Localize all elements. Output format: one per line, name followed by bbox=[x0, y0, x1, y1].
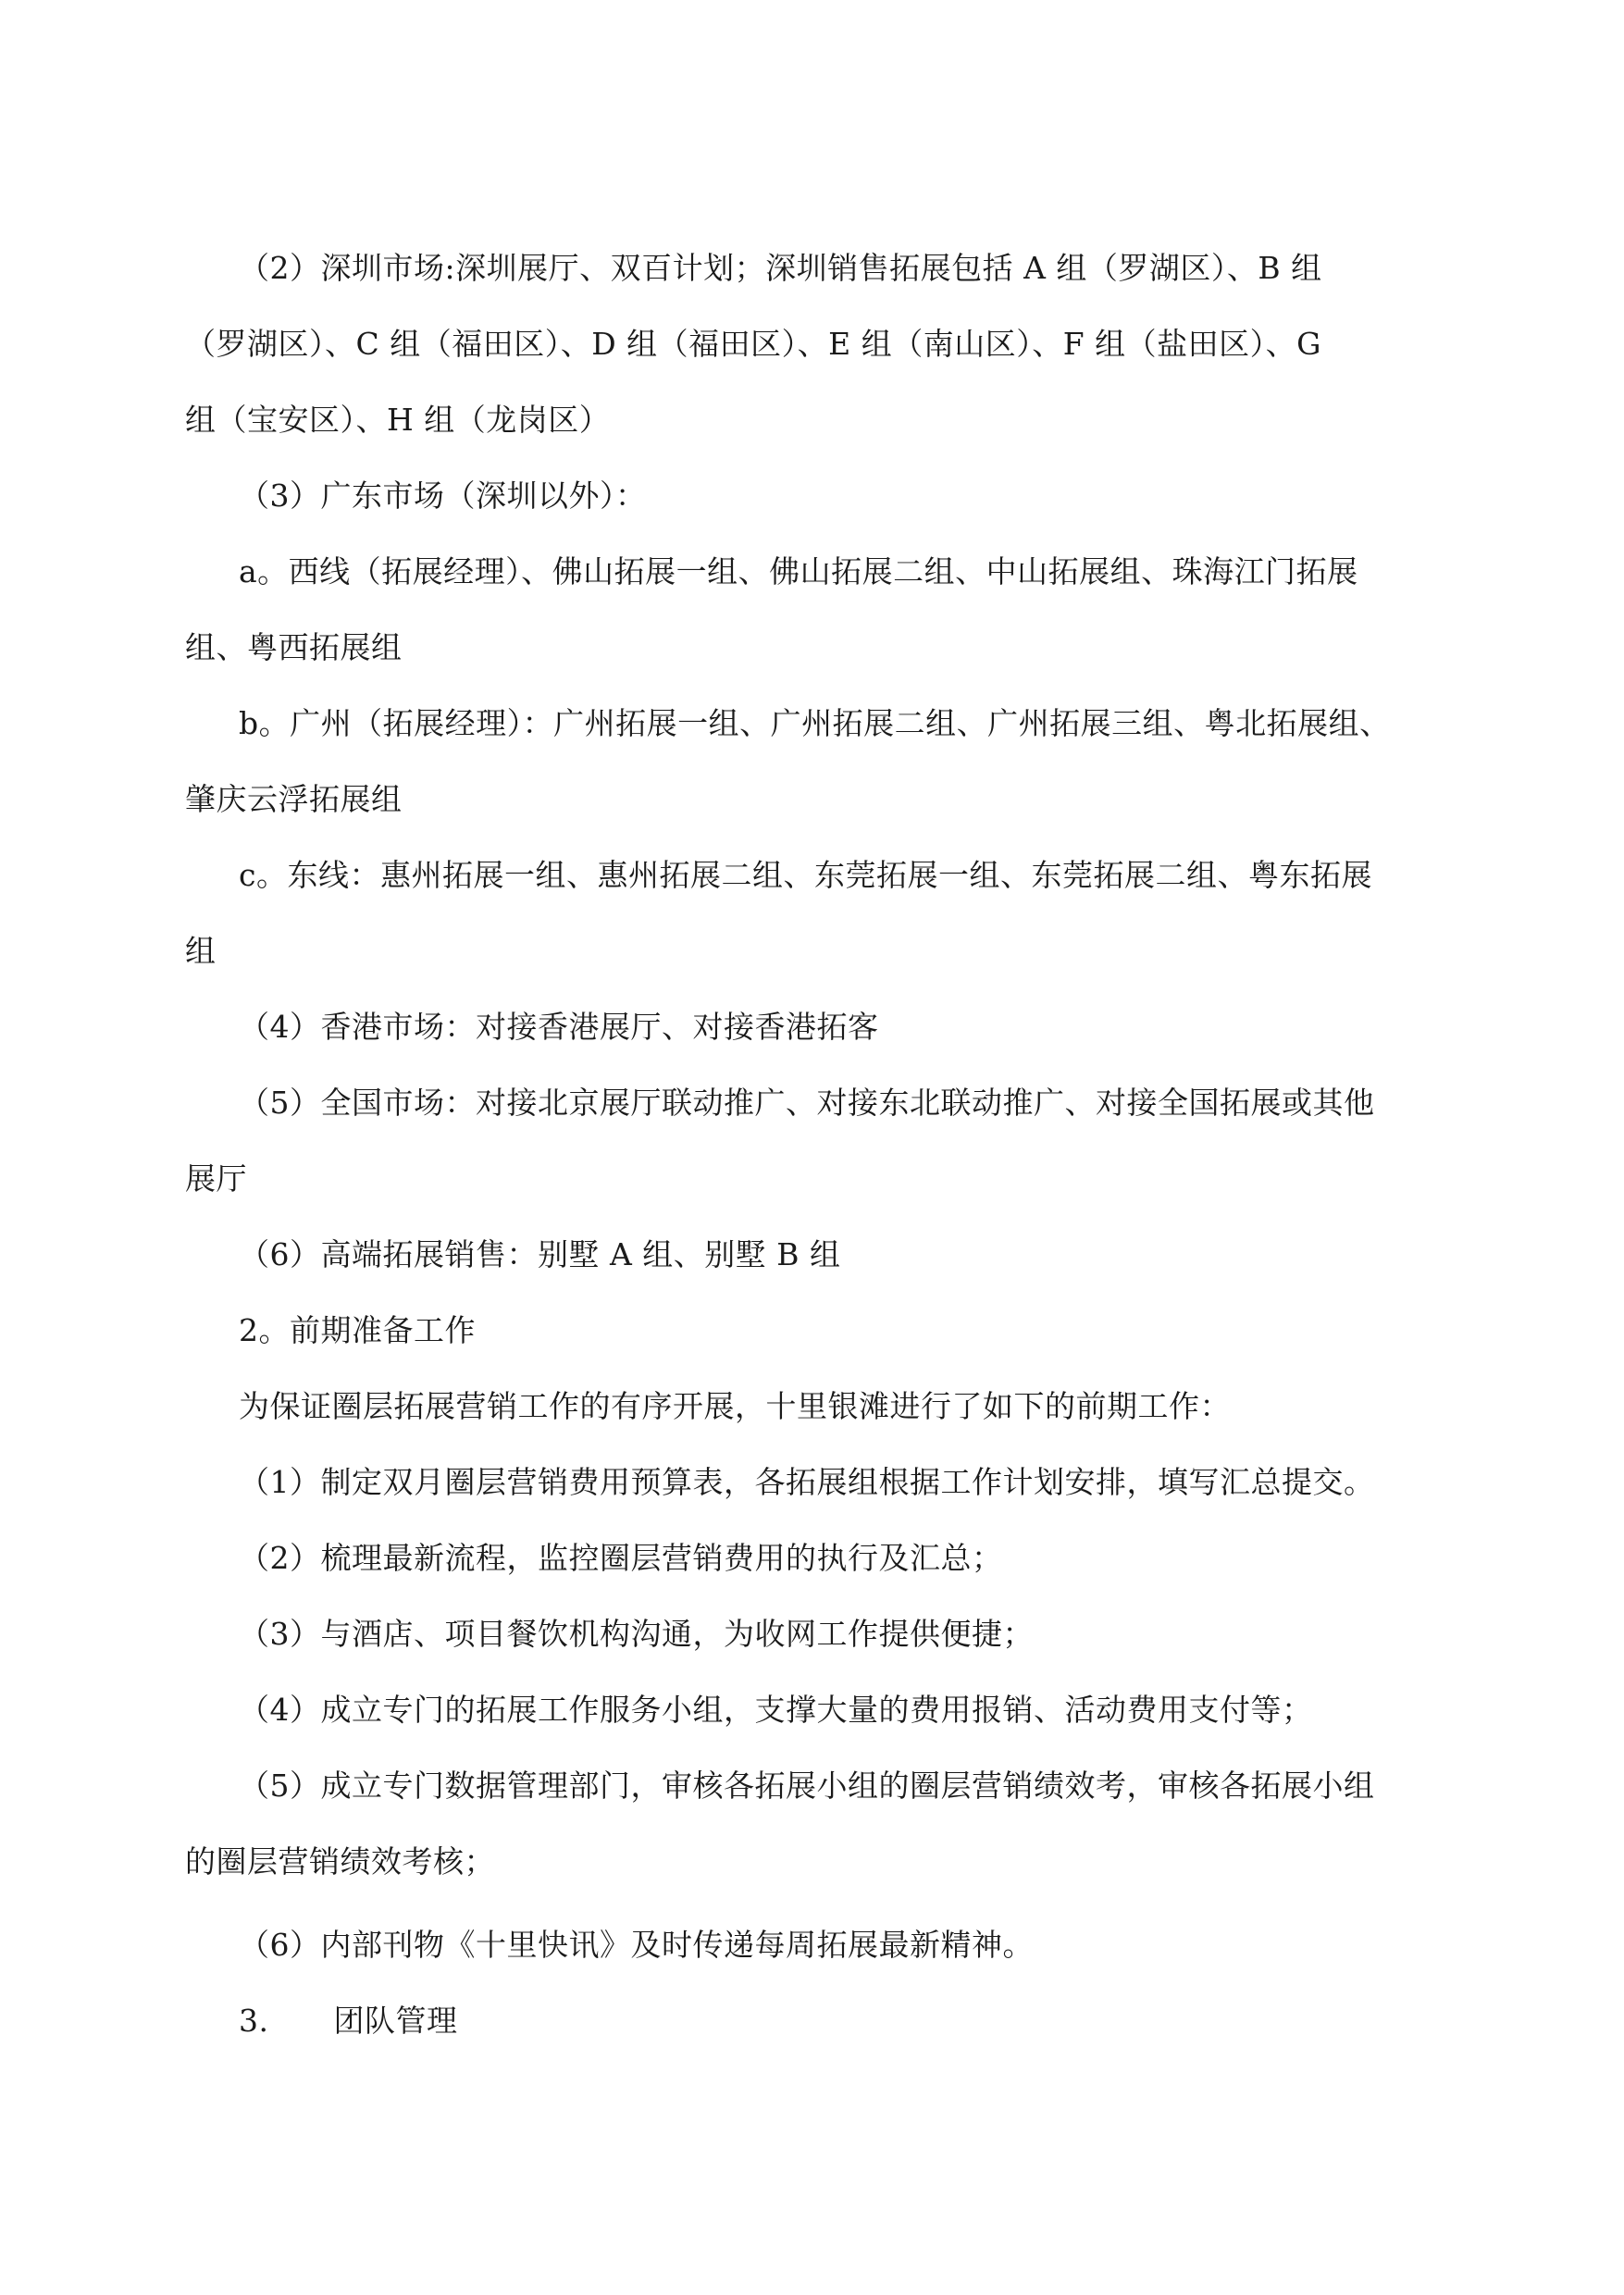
paragraph-line: c。东线：惠州拓展一组、惠州拓展二组、东莞拓展一组、东莞拓展二组、粤东拓展 bbox=[239, 857, 1372, 893]
paragraph-line: （4）香港市场：对接香港展厅、对接香港拓客 bbox=[239, 1009, 879, 1045]
paragraph-line: （3）与酒店、项目餐饮机构沟通，为收网工作提供便捷； bbox=[239, 1616, 1034, 1652]
paragraph-line: 组（宝安区）、H 组（龙岗区） bbox=[185, 402, 611, 438]
paragraph-line: 展厅 bbox=[185, 1160, 247, 1197]
section-heading-3 bbox=[239, 2003, 458, 2040]
paragraph-line: 为保证圈层拓展营销工作的有序开展，十里银滩进行了如下的前期工作： bbox=[239, 1388, 1231, 1424]
section-heading: 2。前期准备工作 bbox=[239, 1312, 476, 1348]
paragraph-line: 肇庆云浮拓展组 bbox=[185, 781, 403, 817]
paragraph-line: （6）高端拓展销售：别墅 A 组、别墅 B 组 bbox=[239, 1236, 841, 1272]
paragraph-line: （3）广东市场（深圳以外）： bbox=[239, 478, 647, 514]
paragraph-line: （罗湖区）、C 组（福田区）、D 组（福田区）、E 组（南山区）、F 组（盐田区）、G bbox=[185, 326, 1322, 362]
paragraph-line: （5）全国市场：对接北京展厅联动推广、对接东北联动推广、对接全国拓展或其他 bbox=[239, 1085, 1375, 1121]
paragraph-line: （4）成立专门的拓展工作服务小组，支撑大量的费用报销、活动费用支付等； bbox=[239, 1692, 1313, 1728]
paragraph-line: （6）内部刊物《十里快讯》及时传递每周拓展最新精神。 bbox=[239, 1927, 1034, 1963]
paragraph-line: （2）梳理最新流程，监控圈层营销费用的执行及汇总； bbox=[239, 1540, 1003, 1576]
paragraph-line: b。广州（拓展经理）：广州拓展一组、广州拓展二组、广州拓展三组、粤北拓展组、 bbox=[239, 705, 1391, 741]
section-title: 团队管理 bbox=[333, 2003, 458, 2039]
paragraph-line: 的圈层营销绩效考核； bbox=[185, 1843, 495, 1879]
paragraph-line: a。西线（拓展经理）、佛山拓展一组、佛山拓展二组、中山拓展组、珠海江门拓展 bbox=[239, 553, 1358, 589]
paragraph-line: （2）深圳市场:深圳展厅、双百计划；深圳销售拓展包括 A 组（罗湖区）、B 组 bbox=[239, 250, 1322, 286]
paragraph-line: 组 bbox=[185, 933, 217, 969]
section-number: 3. bbox=[239, 2003, 269, 2039]
paragraph-line: （5）成立专门数据管理部门，审核各拓展小组的圈层营销绩效考，审核各拓展小组 bbox=[239, 1768, 1375, 1804]
paragraph-line: （1）制定双月圈层营销费用预算表，各拓展组根据工作计划安排，填写汇总提交。 bbox=[239, 1464, 1375, 1500]
paragraph-line: 组、粤西拓展组 bbox=[185, 629, 403, 665]
